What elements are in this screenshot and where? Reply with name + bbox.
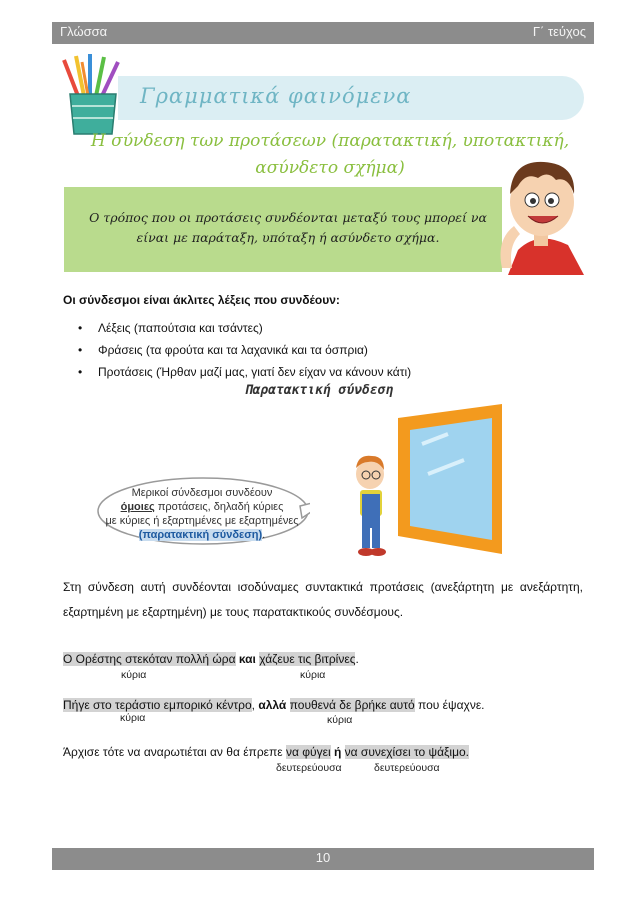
bubble-line-2-rest: προτάσεις, δηλαδή κύριες	[154, 501, 284, 513]
clause-a: να φύγει	[285, 745, 331, 759]
clause-label: κύρια	[121, 669, 147, 681]
separator: ,	[251, 698, 259, 712]
clause-label: κύρια	[300, 669, 326, 681]
bubble-line-3: με κύριες ή εξαρτημένες με εξαρτημένες	[105, 515, 299, 527]
page-header	[52, 22, 594, 44]
conjunction: ή	[333, 745, 342, 759]
clause-label: δευτερεύουσα	[276, 762, 342, 774]
example-sentence-1	[63, 652, 359, 666]
topic-banner	[118, 76, 584, 120]
list-item: • Προτάσεις (Ήρθαν μαζί μας, γιατί δεν είχαν να κάνουν κάτι)	[78, 364, 578, 386]
clause-b: χάζευε τις βιτρίνες	[259, 652, 356, 666]
explanation-paragraph: Στη σύνδεση αυτή συνδέονται ισοδύναμες συντακτικά προτάσεις (ανεξάρτητη με ανεξάρτητη, εξαρτημένη με εξαρτημένη) με τους παρατακτικούς συνδέσμους.	[63, 580, 583, 619]
rule-line-1: Ο τρόπος που οι προτάσεις συνδέονται μεταξύ τους μπορεί να	[89, 210, 487, 225]
banner-title: Γραμματικά φαινόμενα	[140, 84, 412, 108]
bullet-list	[78, 320, 578, 386]
bubble-line-4	[100, 528, 304, 542]
subtitle-line-1: Η σύνδεση των προτάσεων (παρατακτική, υποτακτική,	[90, 131, 570, 151]
sentence-prefix: Άρχισε τότε να αναρωτιέται αν θα έπρεπε	[63, 745, 286, 759]
bubble-line-1: Μερικοί σύνδεσμοι συνδέουν	[131, 487, 273, 499]
list-item: • Λέξεις (παπούτσια και τσάντες)	[78, 320, 578, 342]
header-volume: Γ΄ τεύχος	[532, 24, 586, 39]
example-sentence-3	[63, 745, 469, 759]
header-subject: Γλώσσα	[60, 24, 108, 39]
section-title: Παρατακτική σύνδεση	[244, 383, 394, 398]
rule-line-2: είναι με παράταξη, υπόταξη ή ασύνδετο σχήμα.	[136, 230, 440, 245]
page-footer	[52, 848, 594, 870]
clause-b: πουθενά δε βρήκε αυτό	[289, 698, 415, 712]
clause-label: δευτερεύουσα	[374, 762, 440, 774]
clause-b: να συνεχίσει το ψάξιμο.	[344, 745, 469, 759]
conjunction: και	[238, 652, 256, 666]
connectors-intro: Οι σύνδεσμοι είναι άκλιτες λέξεις που συνδέουν:	[63, 293, 340, 307]
bubble-line-2	[100, 500, 304, 514]
clause-a: Ο Ορέστης στεκόταν πολλή ώρα	[63, 652, 236, 666]
bubble-highlight: (παρατακτική σύνδεση)	[138, 529, 263, 541]
clause-label: κύρια	[327, 714, 353, 726]
clause-a: Πήγε στο τεράστιο εμπορικό κέντρο	[63, 698, 252, 712]
clause-label: κύρια	[120, 712, 146, 724]
conjunction: αλλά	[258, 698, 287, 712]
bubble-text	[100, 486, 304, 542]
bubble-strong-word: όμοιες	[120, 501, 155, 513]
sentence-tail: .	[355, 652, 359, 666]
list-item: • Φράσεις (τα φρούτα και τα λαχανικά και τα όσπρια)	[78, 342, 578, 364]
rule-text	[88, 208, 488, 248]
page-number: 10	[315, 850, 331, 865]
example-sentence-2	[63, 698, 485, 712]
subtitle-line-2: ασύνδετο σχήμα)	[255, 158, 405, 178]
sentence-tail: που έψαχνε.	[414, 698, 485, 712]
bubble-line-4-end: .	[262, 529, 266, 541]
kid-at-window-icon	[338, 404, 504, 558]
boy-illustration-icon	[488, 150, 594, 275]
